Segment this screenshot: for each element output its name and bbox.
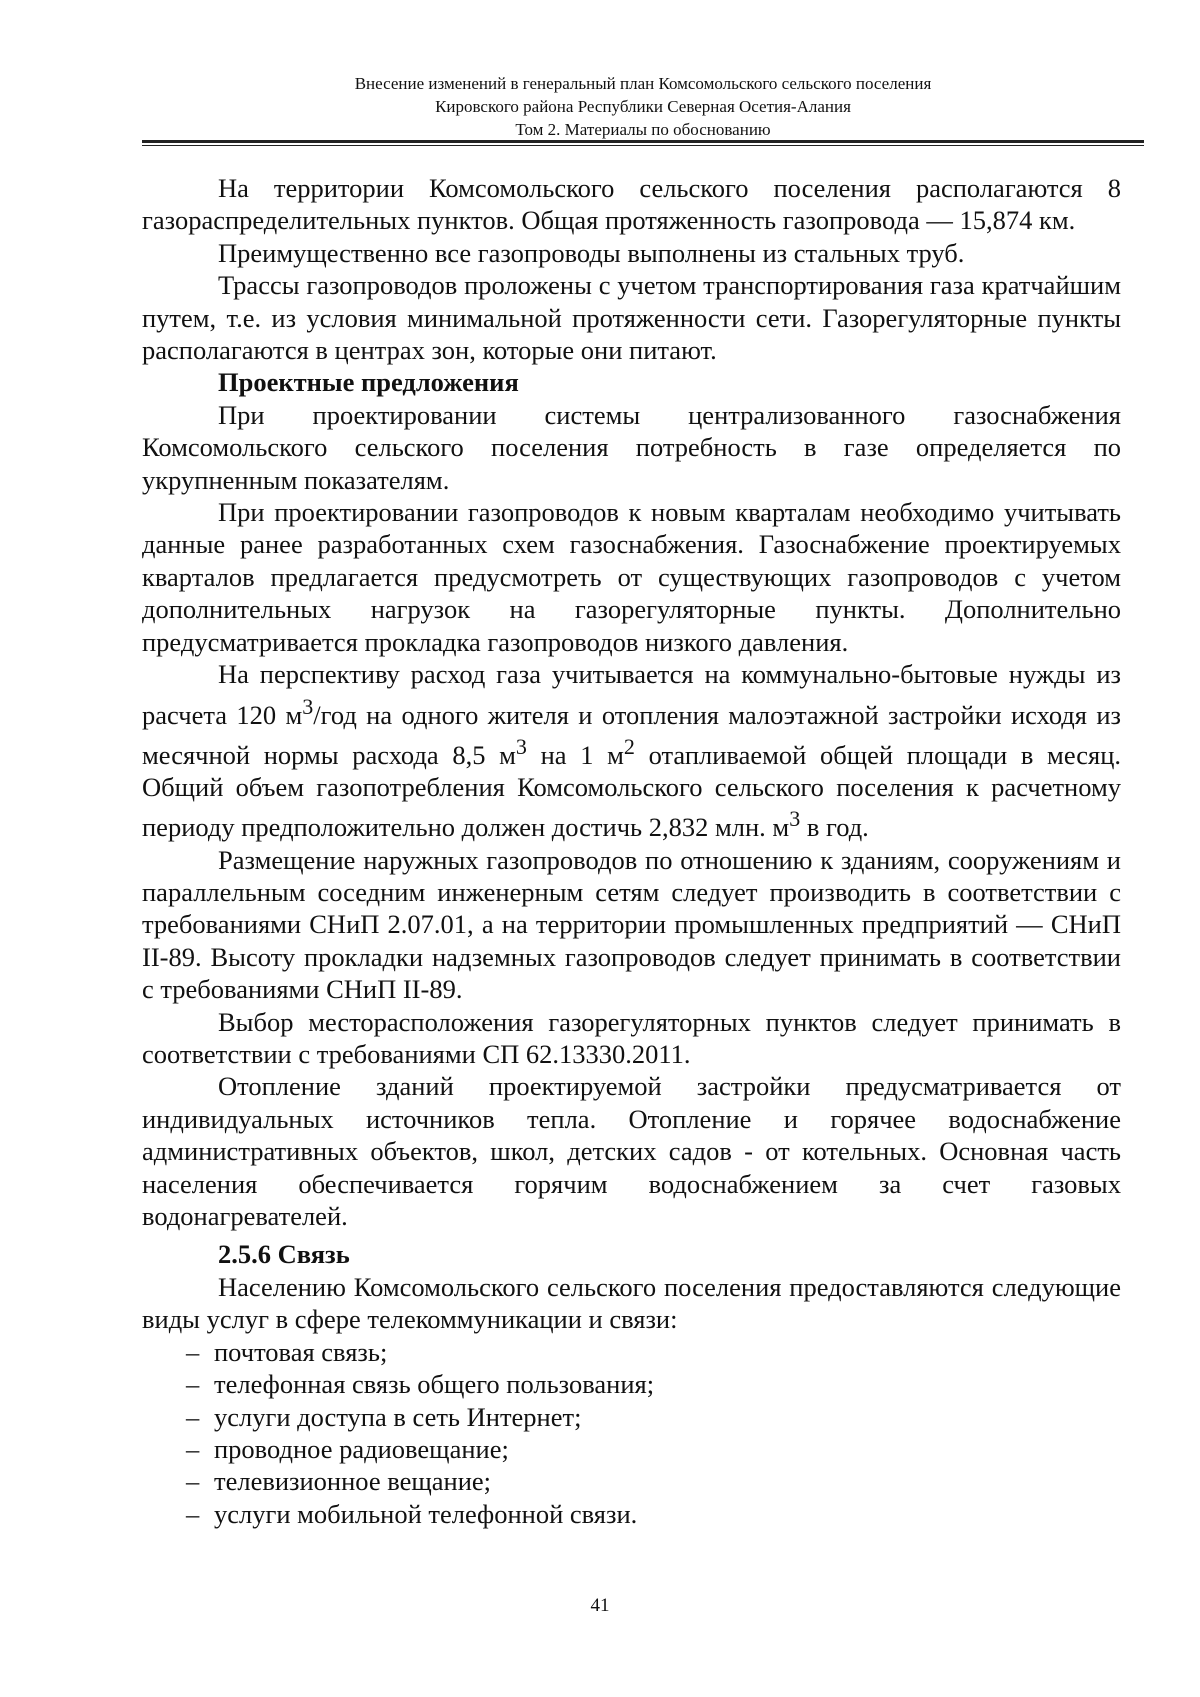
list-item: – телефонная связь общего пользования;	[142, 1368, 1121, 1400]
list-item: – услуги мобильной телефонной связи.	[142, 1498, 1121, 1530]
paragraph-comm-intro: Населению Комсомольского сельского поселения предоставляются следующие виды услуг в сфере телекоммуникации и связи:	[142, 1271, 1121, 1335]
list-item: – телевизионное вещание;	[142, 1465, 1121, 1497]
paragraph-gas-points: На территории Комсомольского сельского поселения располагаются 8 газораспределительных пунктов. Общая протяженность газопровода — 15,874 км.	[142, 173, 1121, 236]
header-rule-thick	[142, 140, 1144, 143]
list-item: – проводное радиовещание;	[142, 1433, 1121, 1465]
paragraph-gas-demand: При проектировании системы централизованного газоснабжения Комсомольского сельского поселения потребность в газе определяется по укрупненным показателям.	[142, 399, 1121, 495]
heading-project-proposals: Проектные предложения	[218, 367, 519, 398]
heading-communications: 2.5.6 Связь	[218, 1239, 350, 1270]
header-line-2: Кировского района Республики Северная Осетия-Алания	[435, 97, 851, 116]
page-number: 41	[590, 1595, 610, 1616]
header-line-3: Том 2. Материалы по обоснованию	[515, 120, 771, 139]
paragraph-gas-routes: Трассы газопроводов проложены с учетом транспортирования газа кратчайшим путем, т.е. из условия минимальной протяженности сети. Газорегуляторные пункты располагаются в центрах зон, которые они питают.	[142, 270, 1121, 366]
paragraph-regulator-location: Выбор месторасположения газорегуляторных пунктов следует принимать в соответствии с требованиями СП 62.13330.2011.	[142, 1006, 1121, 1070]
services-list	[142, 1336, 1121, 1530]
paragraph-pipeline-placement: Размещение наружных газопроводов по отношению к зданиям, сооружениям и параллельным соседним инженерным сетям следует производить в соответствии с требованиями СНиП 2.07.01, а на территории промышленных предприятий — СНиП II-89. Высоту прокладки надземных газопроводов следует принимать в соответствии с требованиями СНиП II-89.	[142, 844, 1121, 1005]
paragraph-gas-consumption: На перспективу расход газа учитывается на коммунально-бытовые нужды из расчета 120 $м^3$/год на одного жителя и отопления малоэтажной застройки исходя из месячной нормы расхода 8,5 $м^3$ на 1 $м^2$ отапливаемой общей площади в месяц. Общий объем газопотребления Комсомольского сельского поселения к расчетному периоду предположительно должен достичь 2,832 млн. $м^3$ в год.	[142, 659, 1121, 843]
list-item: – почтовая связь;	[142, 1336, 1121, 1368]
document-body	[142, 172, 1121, 1530]
paragraph-new-quarters: При проектировании газопроводов к новым кварталам необходимо учитывать данные ранее разработанных схем газоснабжения. Газоснабжение проектируемых кварталов предлагается предусмотреть от существующих газопроводов с учетом дополнительных нагрузок на газорегуляторные пункты. Дополнительно предусматривается прокладка газопроводов низкого давления.	[142, 497, 1121, 657]
running-header	[142, 72, 1144, 141]
header-rule-thin	[142, 145, 1144, 146]
paragraph-heating: Отопление зданий проектируемой застройки предусматривается от индивидуальных источников тепла. Отопление и горячее водоснабжение административных объектов, школ, детских садов - от котельных. Основная часть населения обеспечивается горячим водоснабжением за счет газовых водонагревателей.	[142, 1071, 1121, 1232]
header-line-1: Внесение изменений в генеральный план Комсомольского сельского поселения	[354, 74, 932, 93]
paragraph-steel-pipes: Преимущественно все газопроводы выполнены из стальных труб.	[218, 237, 965, 268]
list-item: – услуги доступа в сеть Интернет;	[142, 1401, 1121, 1433]
